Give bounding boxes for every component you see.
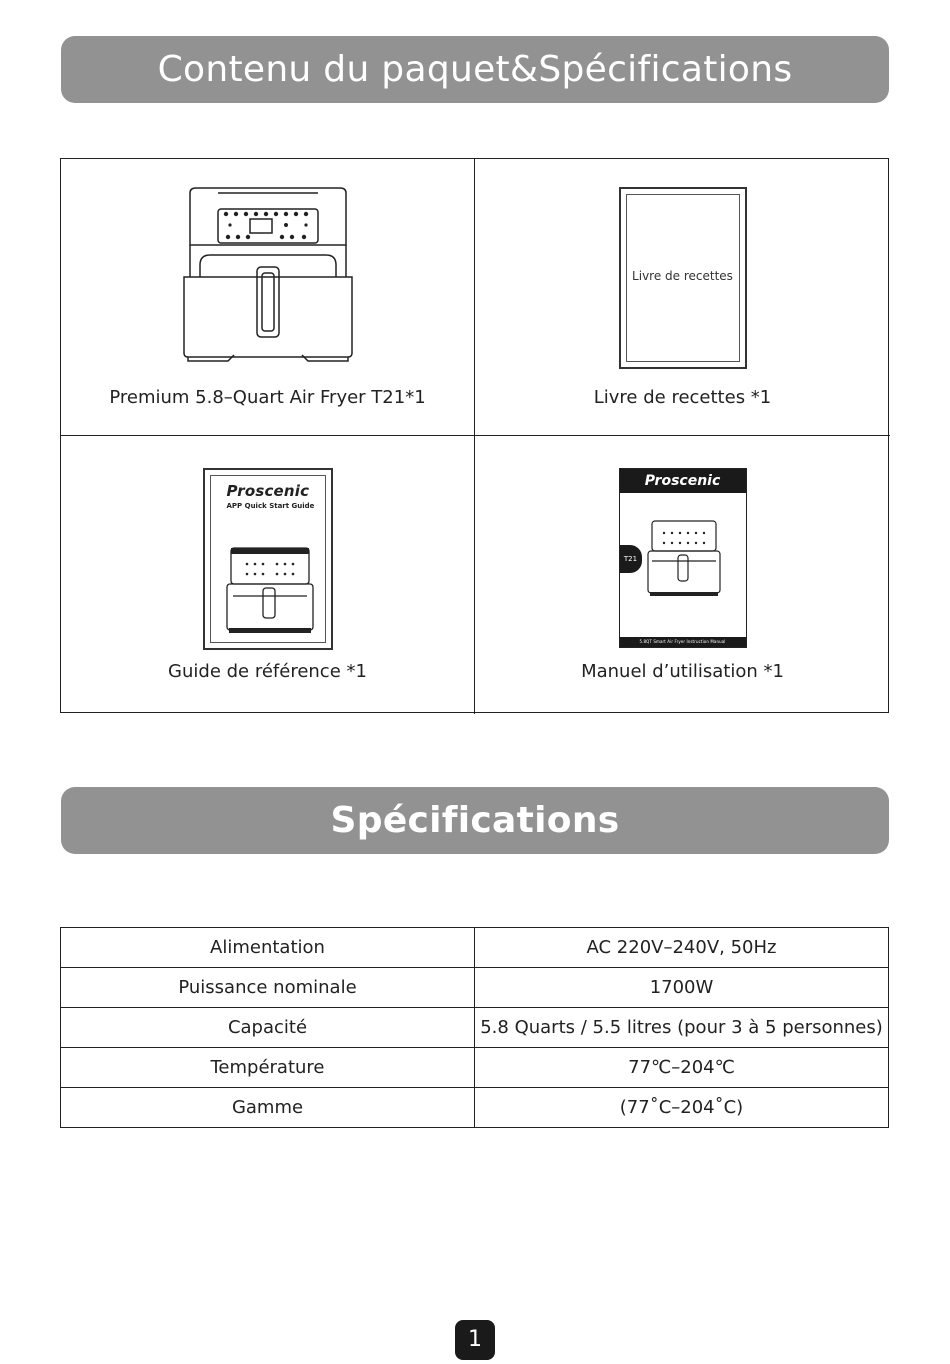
air-fryer-icon	[178, 185, 358, 365]
manual-cover	[619, 468, 747, 648]
guide-subtitle: APP Quick Start Guide	[226, 502, 315, 510]
air-fryer-illustration	[61, 185, 474, 365]
recipe-book-illustration	[475, 187, 890, 369]
package-item-reference-guide	[61, 436, 475, 714]
table-row	[61, 1048, 889, 1088]
recipe-book-cover	[619, 187, 747, 369]
package-item-air-fryer	[61, 159, 475, 436]
spec-value: 5.8 Quarts / 5.5 litres (pour 3 à 5 personnes)	[475, 1008, 889, 1048]
manual-illustration	[475, 468, 890, 648]
recipe-book-cover-text: Livre de recettes	[632, 269, 733, 283]
package-item-caption: Premium 5.8–Quart Air Fryer T21*1	[109, 387, 426, 408]
spec-value: (77˚C–204˚C)	[475, 1088, 889, 1128]
spec-label: Alimentation	[61, 928, 475, 968]
air-fryer-icon	[646, 519, 722, 599]
table-row	[61, 928, 889, 968]
package-item-caption: Guide de référence *1	[168, 661, 367, 682]
package-contents-grid	[60, 158, 889, 713]
package-item-manual	[475, 436, 890, 714]
spec-label: Capacité	[61, 1008, 475, 1048]
spec-value: AC 220V–240V, 50Hz	[475, 928, 889, 968]
table-row	[61, 1008, 889, 1048]
spec-value: 1700W	[475, 968, 889, 1008]
model-tab: T21	[620, 545, 642, 573]
table-row	[61, 968, 889, 1008]
section-title-package: Contenu du paquet&Spécifications	[61, 36, 889, 103]
spec-label: Température	[61, 1048, 475, 1088]
spec-label: Puissance nominale	[61, 968, 475, 1008]
air-fryer-icon	[225, 546, 315, 636]
package-item-caption: Livre de recettes *1	[593, 387, 772, 408]
reference-guide-illustration	[61, 468, 474, 650]
spec-value: 77℃–204℃	[475, 1048, 889, 1088]
specifications-table	[60, 927, 889, 1128]
table-row	[61, 1088, 889, 1128]
brand-logo: Proscenic	[620, 469, 746, 493]
manual-footer-text: 5.8QT Smart Air Fryer Instruction Manual	[620, 637, 746, 647]
spec-label: Gamme	[61, 1088, 475, 1128]
package-item-recipe-book	[475, 159, 890, 436]
page-number: 1	[455, 1320, 495, 1360]
brand-logo: Proscenic	[226, 482, 310, 500]
reference-guide-cover	[203, 468, 333, 650]
section-title-specs: Spécifications	[61, 787, 889, 854]
package-item-caption: Manuel d’utilisation *1	[581, 661, 784, 682]
